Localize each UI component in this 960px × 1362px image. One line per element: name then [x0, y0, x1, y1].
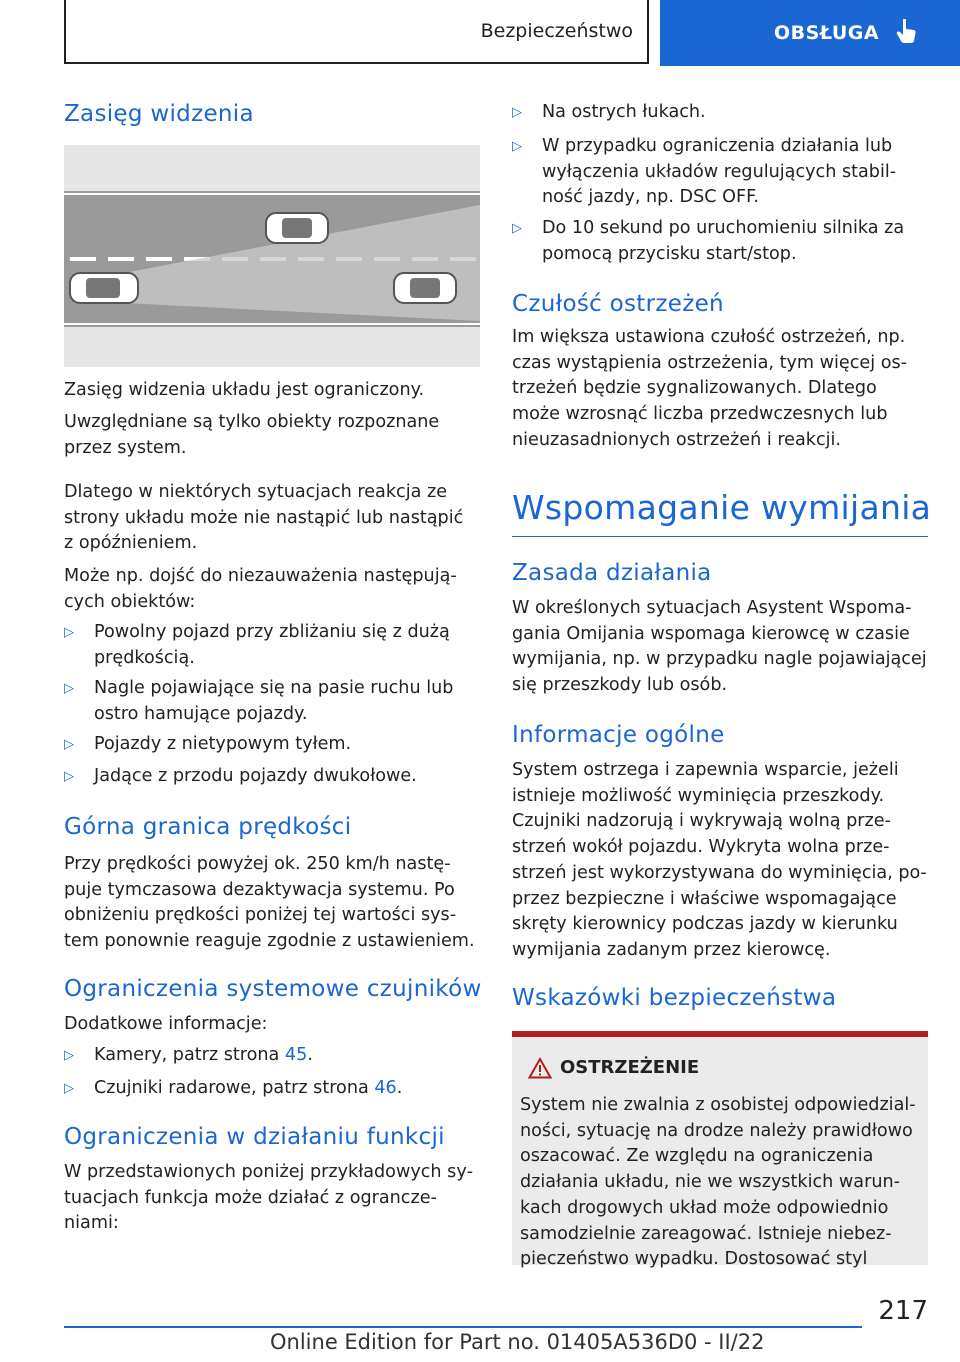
list-item: ▷ W przypadku ograniczenia działania lub wyłączenia układów regulujących stabil‐ ność jazdy, np. DSC OFF. — [512, 136, 897, 208]
warning-title: OSTRZEŻENIE — [560, 1057, 700, 1078]
bullet-triangle-icon: ▷ — [64, 737, 74, 752]
heading-function-limits: Ograniczenia w działaniu funkcji — [64, 1124, 445, 1150]
heading-sensor-limits: Ograniczenia systemowe czujników — [64, 976, 482, 1002]
header-section-box — [64, 0, 649, 64]
bullet-triangle-icon: ▷ — [64, 1048, 74, 1063]
bullet-triangle-icon: ▷ — [512, 221, 522, 236]
page-link-46[interactable]: 46 — [374, 1078, 397, 1098]
car-ego-icon — [70, 273, 138, 303]
page-number: 217 — [878, 1296, 928, 1326]
bullet-triangle-icon: ▷ — [64, 681, 74, 696]
car-right-icon — [394, 273, 456, 303]
heading-speed-limit: Górna granica prędkości — [64, 814, 352, 840]
header-chapter-tab — [660, 0, 960, 66]
car-front-icon — [266, 213, 328, 243]
bullet-triangle-icon: ▷ — [64, 1081, 74, 1096]
header-section-title: Bezpieczeństwo — [480, 20, 633, 42]
warning-triangle-icon — [528, 1057, 552, 1083]
bullet-triangle-icon: ▷ — [64, 625, 74, 640]
list-item: ▷ Na ostrych łukach. — [512, 100, 928, 126]
bullet-triangle-icon: ▷ — [512, 139, 522, 154]
heading-sensitivity: Czułość ostrzeżeń — [512, 291, 724, 317]
sensor-paragraph: Dodatkowe informacje: — [64, 1014, 268, 1034]
list-item: ▷ Czujniki radarowe, patrz strona 46. — [64, 1076, 476, 1102]
heading-evasion-assist: Wspomaganie wymijania — [512, 488, 932, 527]
general-paragraph: System ostrzega i zapewnia wsparcie, jeżeli istnieje możliwość wyminięcia przeszkody. Czujniki nadzorują i wykrywają wolną prze‐ strzeń wokół pojazdu. Wykryta wolna prze‐ strzeń jest wykorzystywana do wyminięcia, po‐ przez bezpieczne i właściwe wspomagające skręty kierownicy podczas jazdy w kierunku wymijania zadanym przez kierowcę. — [512, 760, 927, 960]
bullet-triangle-icon: ▷ — [512, 105, 522, 120]
pointing-hand-icon — [895, 18, 917, 49]
heading-safety-notes: Wskazówki bezpieczeństwa — [512, 985, 837, 1011]
range-diagram-figure — [64, 145, 480, 367]
page-link-45[interactable]: 45 — [284, 1045, 308, 1065]
speed-paragraph: Przy prędkości powyżej ok. 250 km/h nastę‐ puje tymczasowa dezaktywacja systemu. Po obniżeniu prędkości poniżej tej wartości sys‐ tem ponownie reaguje zgodnie z ustawieniem. — [64, 854, 475, 952]
bullet-triangle-icon: ▷ — [64, 769, 74, 784]
heading-principle: Zasada działania — [512, 560, 712, 586]
heading-range: Zasięg widzenia — [64, 101, 254, 127]
list-item: ▷ Powolny pojazd przy zbliżaniu się z dużą prędkością. — [64, 622, 450, 668]
heading-rule — [512, 536, 928, 537]
sensitivity-paragraph: Im większa ustawiona czułość ostrzeżeń, np. czas wystąpienia ostrzeżenia, tym więcej os‐ trzeżeń będzie sygnalizowanych. Dlatego może wzrosnąć liczba przedwczesnych lub nieuzasadnionych ostrzeżeń i reakcji. — [512, 327, 907, 450]
footer-edition: Online Edition for Part no. 01405A536D0 - II/22 — [270, 1330, 765, 1354]
list-item: ▷ Pojazdy z nietypowym tyłem. — [64, 732, 476, 758]
list-item: ▷ Jadące z przodu pojazdy dwukołowe. — [64, 764, 476, 790]
list-item: ▷ Nagle pojawiające się na pasie ruchu lub ostro hamujące pojazdy. — [64, 678, 454, 724]
heading-general-info: Informacje ogólne — [512, 722, 725, 748]
warning-text: System nie zwalnia z osobistej odpowiedzial‐ ności, sytuację na drodze należy prawidłowo oszacować. Ze względu na ograniczenia działania układu, nie we wszystkich warun‐ kach drogowych układ może odpowiednio samodzielnie zareagować. Istnieje niebez‐ pieczeństwo wypadku. Dostosować styl — [520, 1095, 916, 1270]
range-paragraph-2: Uwzględniane są tylko obiekty rozpoznane przez system. — [64, 412, 440, 458]
list-item: ▷ Kamery, patrz strona 45. — [64, 1043, 476, 1069]
principle-paragraph: W określonych sytuacjach Asystent Wspoma‐ gania Omijania wspomaga kierowcę w czasie wymijania, np. w przypadku nagle pojawiającej się przeszkody lub osób. — [512, 598, 927, 696]
list-item: ▷ Do 10 sekund po uruchomieniu silnika za pomocą przycisku start/stop. — [512, 218, 905, 264]
range-paragraph-3: Dlatego w niektórych sytuacjach reakcja ze strony układu może nie nastąpić lub nastąpić z opóźnieniem. — [64, 482, 464, 554]
warning-box — [512, 1031, 928, 1270]
range-paragraph-1: Zasięg widzenia układu jest ograniczony. — [64, 380, 425, 400]
header-chapter-title: OBSŁUGA — [774, 22, 880, 44]
function-paragraph: W przedstawionych poniżej przykładowych sy‐ tuacjach funkcja może działać z ograncze‐ niami: — [64, 1162, 474, 1234]
footer-rule — [64, 1326, 862, 1328]
range-paragraph-4: Może np. dojść do niezauważenia następują‐ cych obiektów: — [64, 566, 457, 612]
